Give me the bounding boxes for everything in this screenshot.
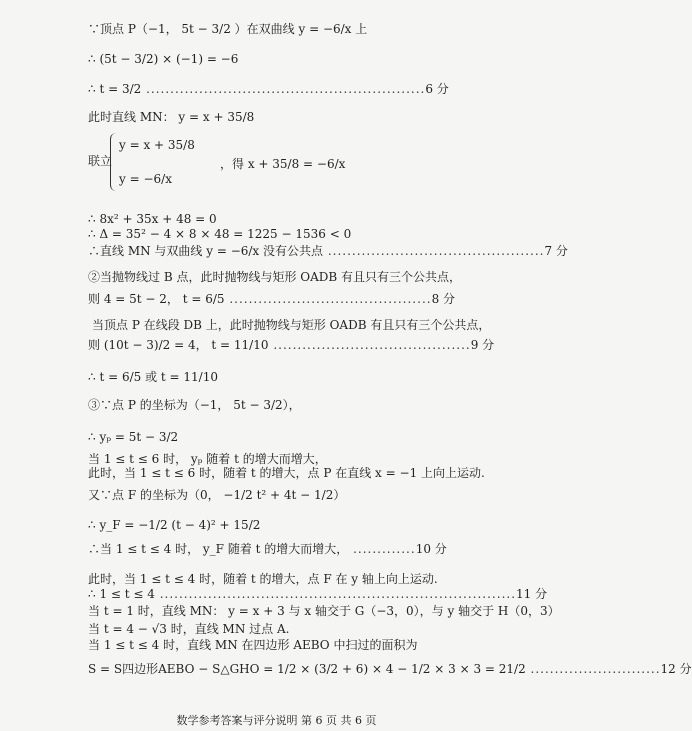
system-label: 联立 bbox=[88, 154, 113, 168]
system-brace bbox=[110, 133, 119, 191]
line-t-results: ∴ t = 6/5 或 t = 11/10 bbox=[88, 370, 218, 384]
line-f-moves-up: 此时，当 1 ≤ t ≤ 4 时，随着 t 的增大，点 F 在 y 轴上向上运动. bbox=[88, 572, 438, 586]
line-yf-increasing bbox=[88, 542, 447, 556]
line-yp: ∴ yₚ = 5t − 3/2 bbox=[88, 430, 179, 444]
line-point-f: 又∵点 F 的坐标为（0， −1/2 t² + 4t − 1/2） bbox=[88, 488, 346, 502]
line-t-range bbox=[88, 587, 547, 601]
line-equation: ∴ (5t − 3/2) × (−1) = −6 bbox=[88, 52, 239, 66]
score-11: 11 分 bbox=[516, 587, 548, 601]
line-vertex-on-db: 当顶点 P 在线段 DB 上，此时抛物线与矩形 OADB 有且只有三个公共点， bbox=[92, 318, 491, 332]
score-6: 6 分 bbox=[425, 82, 449, 96]
line-quadratic: ∴ 8x² + 35x + 48 = 0 bbox=[88, 212, 217, 226]
t-eleven-tenths-text: 则 (10t − 3)/2 = 4， t = 11/10 bbox=[88, 338, 269, 352]
score-8: 8 分 bbox=[431, 292, 456, 306]
line-area-result bbox=[88, 662, 692, 676]
system-result: ，得 x + 35/8 = −6/x bbox=[220, 157, 346, 171]
area-result-text: S = S四边形AEBO − S△GHO = 1/2 × (3/2 + 6) × 4 − 1/2 × 3 × 3 = 21/2 bbox=[88, 662, 526, 676]
line-swept-area: 当 1 ≤ t ≤ 4 时，直线 MN 在四边形 AEBO 中扫过的面积为 bbox=[88, 638, 418, 652]
leader-dots: ............................................. bbox=[323, 244, 545, 258]
score-7: 7 分 bbox=[544, 244, 568, 258]
score-12: 12 分 bbox=[660, 662, 692, 676]
line-p-moves-up: 此时，当 1 ≤ t ≤ 6 时，随着 t 的增大，点 P 在直线 x = −1 上向上运动. bbox=[88, 466, 485, 480]
line-no-intersection bbox=[88, 244, 568, 258]
yf-increasing-text: ∴当 1 ≤ t ≤ 4 时， y_F 随着 t 的增大而增大， bbox=[88, 542, 349, 556]
line-t-eleven-tenths bbox=[88, 338, 494, 352]
line-through-a: 当 t = 4 − √3 时，直线 MN 过点 A. bbox=[88, 622, 290, 636]
leader-dots: .......................................................................... bbox=[154, 587, 517, 601]
page-footer: 数学参考答案与评分说明 第 6 页 共 6 页 bbox=[176, 714, 377, 727]
t-six-fifths-text: 则 4 = 5t − 2， t = 6/5 bbox=[88, 292, 225, 306]
system-eq2: y = −6/x bbox=[119, 172, 172, 186]
line-yf: ∴ y_F = −1/2 (t − 4)² + 15/2 bbox=[88, 518, 261, 532]
leader-dots: ........................... bbox=[525, 662, 661, 676]
leader-dots: .......................................................... bbox=[141, 82, 426, 96]
leader-dots: ............. bbox=[348, 542, 416, 556]
t-range-text: ∴ 1 ≤ t ≤ 4 bbox=[88, 587, 155, 601]
leader-dots: .......................................... bbox=[224, 292, 432, 306]
line-t-value bbox=[88, 82, 449, 96]
t-value-text: ∴ t = 3/2 bbox=[88, 82, 142, 96]
score-9: 9 分 bbox=[470, 338, 495, 352]
no-intersection-text: ∴直线 MN 与双曲线 y = −6/x 没有公共点 bbox=[88, 244, 324, 258]
line-discriminant: ∴ Δ = 35² − 4 × 8 × 48 = 1225 − 1536 < 0 bbox=[88, 227, 352, 241]
line-yp-increasing: 当 1 ≤ t ≤ 6 时， yₚ 随着 t 的增大而增大， bbox=[88, 452, 327, 466]
score-10: 10 分 bbox=[415, 542, 447, 556]
line-g-h-points: 当 t = 1 时，直线 MN： y = x + 3 与 x 轴交于 G（−3，0），与 y 轴交于 H（0，3） bbox=[88, 604, 560, 618]
line-case2-b: ②当抛物线过 B 点，此时抛物线与矩形 OADB 有且只有三个公共点， bbox=[88, 270, 462, 284]
system-eq1: y = x + 35/8 bbox=[119, 138, 195, 152]
line-case3-p: ③∵点 P 的坐标为（−1， 5t − 3/2）， bbox=[88, 398, 301, 412]
leader-dots: ......................................... bbox=[268, 338, 471, 352]
line-vertex-on-hyperbola: ∵顶点 P（−1， 5t − 3/2 ）在双曲线 y = −6/x 上 bbox=[88, 22, 368, 36]
line-mn-equation: 此时直线 MN： y = x + 35/8 bbox=[88, 110, 255, 124]
line-t-six-fifths bbox=[88, 292, 455, 306]
